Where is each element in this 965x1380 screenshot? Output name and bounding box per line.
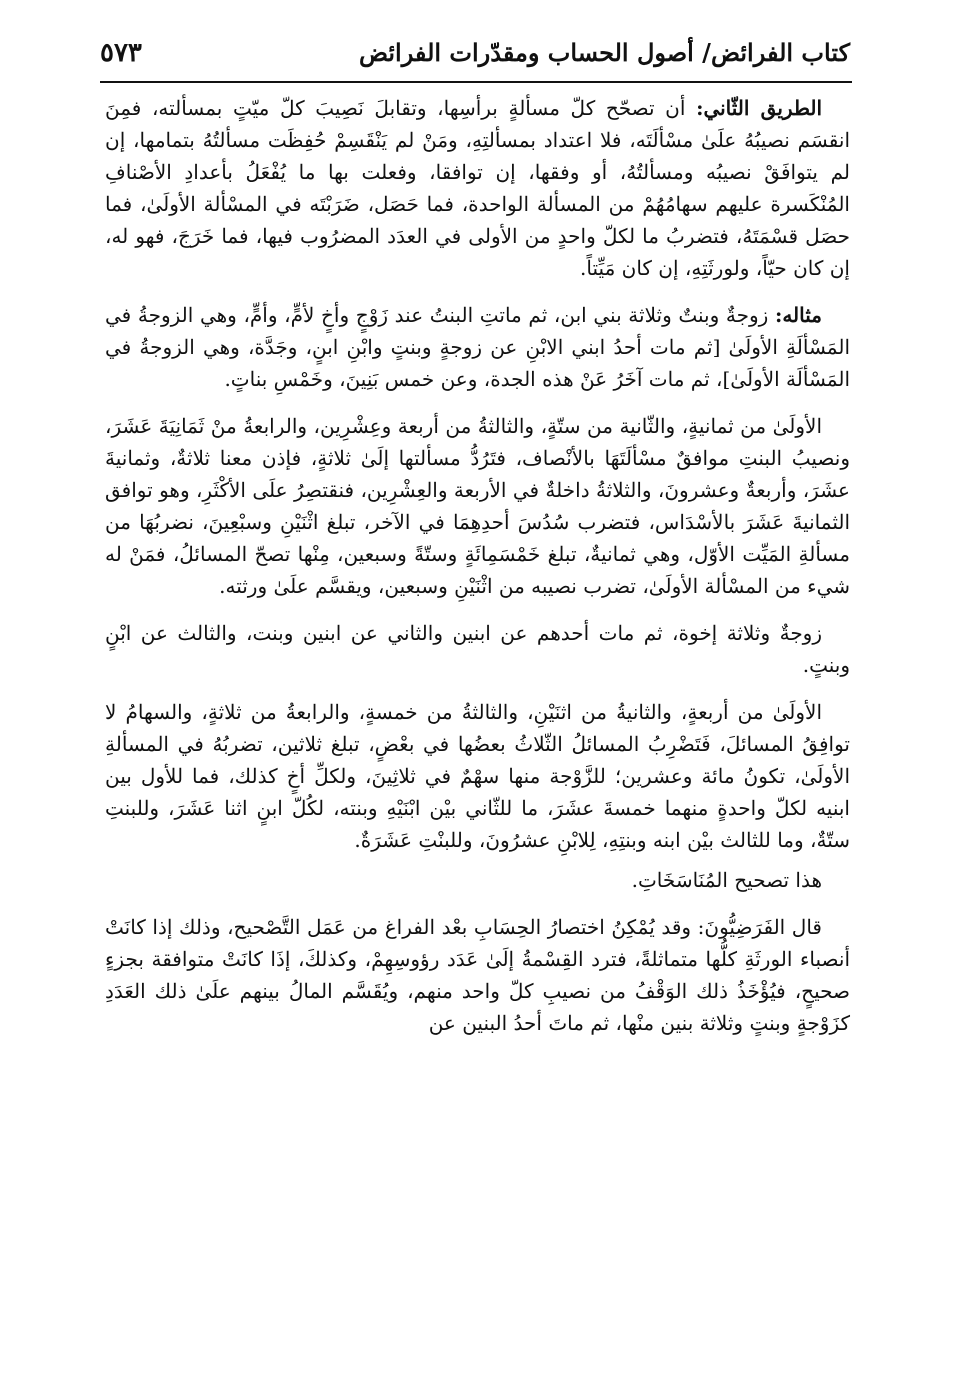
paragraph-second-method xyxy=(105,92,850,284)
paragraph-text: هذا تصحيح المُنَاسَخَاتِ. xyxy=(631,868,822,892)
paragraph-text: أن تصحّح كلّ مسألةٍ برأسِها، وتقابلَ نَصِيبَ كلّ ميّتٍ بمسألته، فمِنَ انقسَم نصيبُهُ علَىٰ مسْألَتَه، فلا اعتداد بمسألتِهِ، ومَنْ لم يَنْقَسِمْ حُفِظَت مسألتُهُ بتمامها، إن لم يتوافَقْ نصيبُه ومسألتُهُ، أو وفقها، إن توافقا، وفعلت بها ما يُفْعَلُ بأعدادِ الأصْنافِ المُنْكَسرة عليهم سهامُهُمْ من المسألة الواحدة، فما حَصَل، ضَرَبْتَه في المسْألة الأولَىٰ، فما حصَل قسْمَتَهُ، فتضربُ ما لكلّ واحدٍ من الأولى في العدَد المضرُوب فيها، فما خَرَجَ، فهو له، إن كان حيّاً، ولورثَتِهِ، إن كان مَيِّتاً. xyxy=(105,96,850,280)
paragraph-text: قال الفَرَضِيُّونَ: وقد يُمْكِنُ اختصارُ الحِسَابِ بعْد الفراغ من عَمَل التَّصْحيح، وذلك إذا كانَتْ أنصباء الورثَةِ كلُّها متماثلةً، فترد القِسْمةُ إلَىٰ عَدَد رؤوسِهِمْ، وكذلكَ، إذَا كانَتْ متوافقة بجزءٍ صحيحٍ، فيُؤْخَذُ ذلك الوَقْفُ من نصيبِ كلّ واحد منهم، ويُقَسَّم المالُ بينهم علَىٰ ذلك العَدَدِ كزَوْجةٍ وبنتٍ وثلاثة بنين منْها، ثم ماتَ أحدُ البنين عن xyxy=(105,915,850,1035)
paragraph-text: زوجةٌ وبنتٌ وثلاثة بني ابن، ثم ماتتِ البنتُ عند زَوْجٍ وأخٍ لأمٍّ، وأمٍّ، وهي الزوجةُ في المَسْألَةِ الأولَىٰ [ثم مات أحدُ ابني الابْنِ عن زوجةٍ وبنتٍ وابْنِ ابنٍ، وجَدَّة، وهي الزوجةُ في المَسْألَة الأولَىٰ]، ثم مات آخَرُ عَنْ هذه الجدة، وعن خمس بَنِينَ، وخَمْسِ بناتٍ. xyxy=(105,303,850,391)
paragraph-example-2 xyxy=(105,617,850,681)
header-rule xyxy=(100,81,852,83)
paragraph-solution-2 xyxy=(105,696,850,856)
paragraph-lead: مثاله: xyxy=(774,303,822,327)
paragraph-text: الأولَىٰ من أربعةٍ، والثانيةُ من اثنَيْنِ، والثالثةُ من خمسةٍ، والرابعةُ من ثلاثةٍ، والسهامُ لا توافِقُ المسائلَ، فَتَضْرِبُ المسائلُ الثّلاثُ بعضُها في بعْضٍ، تبلغ ثلاثين، تضربُهُ في المسألةِ الأولَىٰ، تكونُ مائة وعشرين؛ للزَّوْجة منها سهْمٌ في ثلاثِينَ، ولكلِّ أخٍ كذلك، فما للأول بين ابنيه لكلّ واحدةٍ منهما خمسةَ عشَرَ، ما للثّاني بيْن ابْنَيْهِ وبنته، لكُلّ ابنٍ اثنا عَشَرَ، وللبنتِ ستّةٌ، وما للثالث بيْن ابنه وبنتِهِ، لِلابْنِ عشرُونَ، وللبنْتِ عَشَرَةٌ. xyxy=(105,700,850,852)
header-title: كتاب الفرائض/ أصول الحساب ومقدّرات الفرائض xyxy=(358,38,850,67)
paragraph-text: الأولَىٰ من ثمانيةٍ، والثّانية من ستّةٍ، والثالثةُ من أربعة وعِشْرِين، والرابعةُ منْ ثَمَانِيَةَ عَشَرَ، ونصيبُ البنتِ موافقٌ مسْألَتَهَا بالأنْصاف، فتَرُدُّ مسألتها إلَىٰ ثلاثةٍ، فإذن معنا ثلاثةٌ، وثمانيةَ عشَرَ، وأربعةٌ وعشرونَ، والثلاثةُ داخلةٌ في الأربعة والعِشْرِين، فنقتصِرُ علَى الأكْثَرِ، وهو توافق الثمانيةَ عَشَرَ بالأسْدَاس، فتضرب سُدُسَ أحدِهِمَا في الآخر، تبلغ اثْنَيْنِ وسبْعِينَ، نضربُهَا من مسألةِ المَيِّت الأوّل، وهي ثمانيةٌ، تبلغ خَمْسَمِائَةٍ وستّةً وسبعين، مِنْها تصحّ المسائلُ، فمَنْ له شيء من المسْألة الأولَىٰ، تضرب نصيبه من اثْنَيْنِ وسبعين، ويقسَّم علَىٰ ورثته. xyxy=(105,414,850,598)
paragraph-example xyxy=(105,299,850,395)
body-text xyxy=(105,92,850,1039)
running-header xyxy=(100,38,850,78)
page-number: ٥٧٣ xyxy=(100,38,142,68)
paragraph-faradiyyun xyxy=(105,911,850,1039)
paragraph-text: زوجةٌ وثلاثة إخوة، ثم مات أحدهم عن ابنين والثاني عن ابنين وبنت، والثالث عن ابْنٍ وبنتٍ. xyxy=(105,621,850,677)
paragraph-lead: الطريق الثّاني: xyxy=(696,96,823,120)
paragraph-solution-1 xyxy=(105,410,850,602)
paragraph-conclusion xyxy=(105,864,850,896)
